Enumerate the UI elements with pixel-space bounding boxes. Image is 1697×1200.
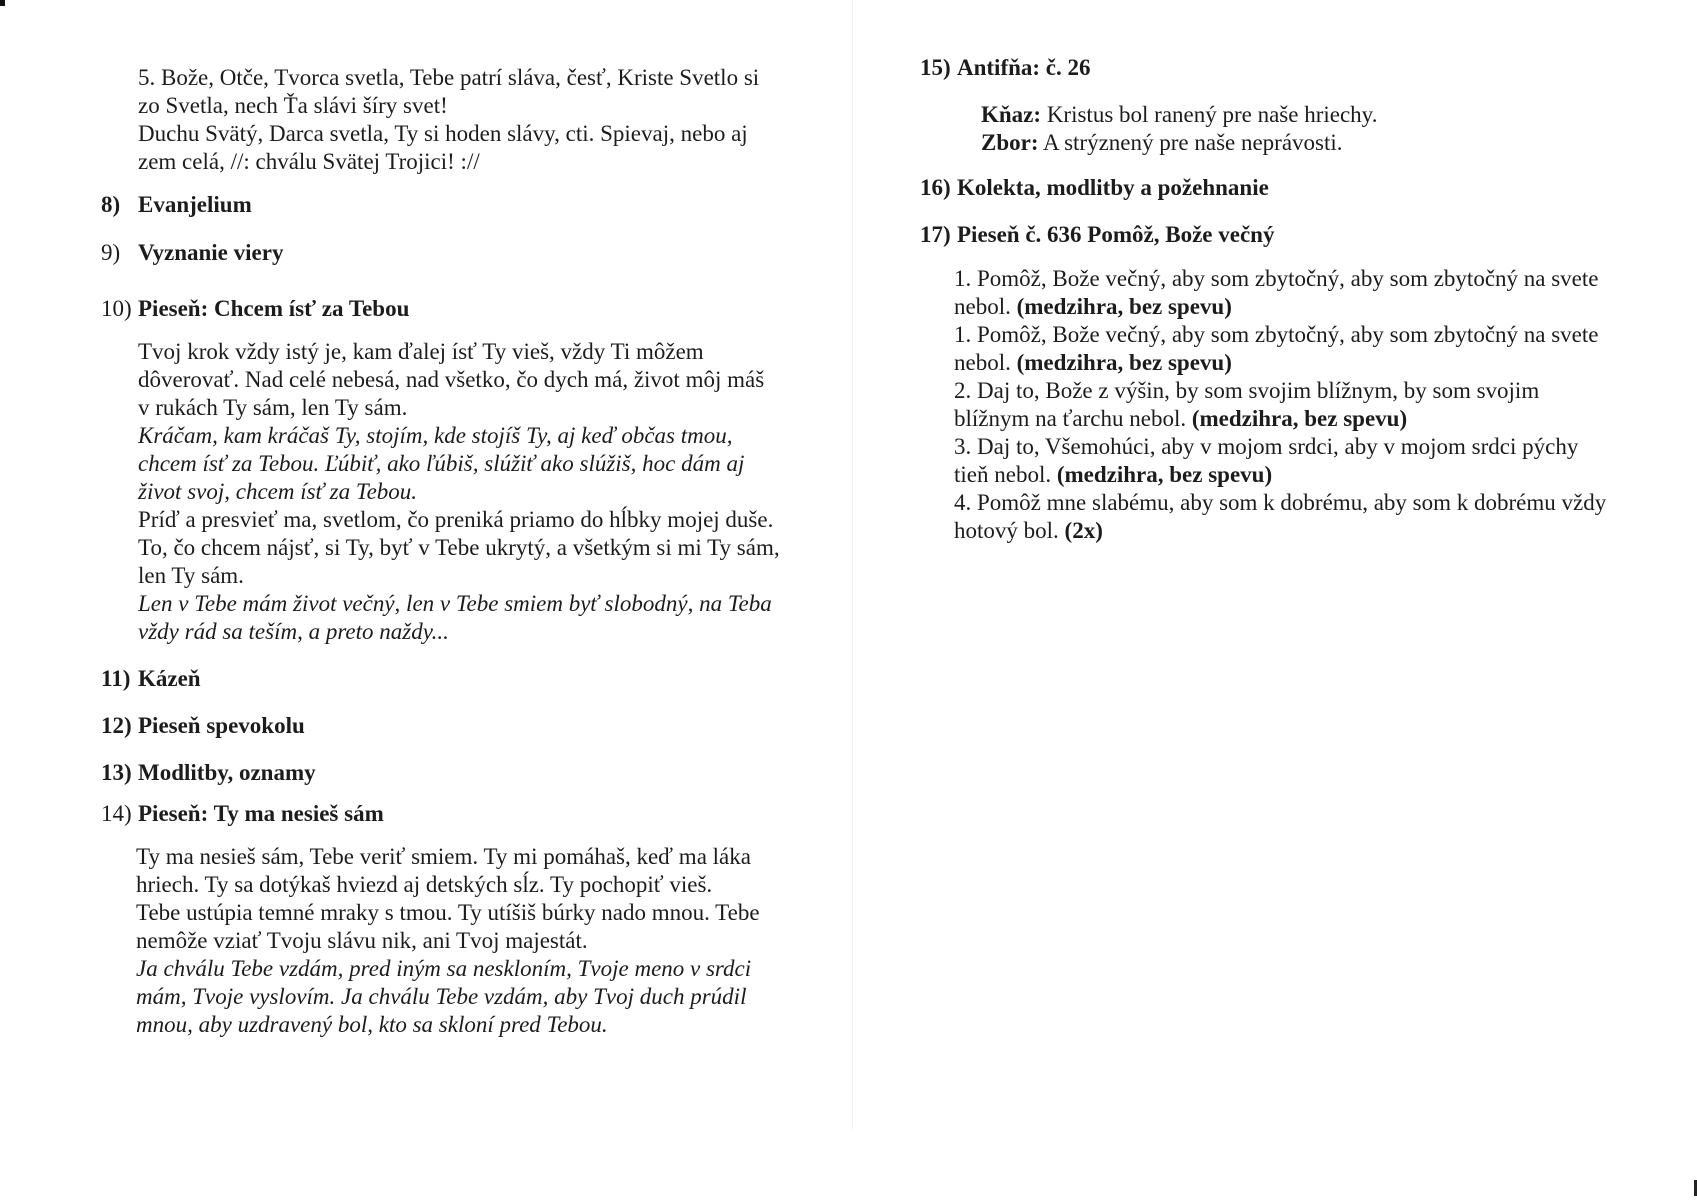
interlude-note: (medzihra, bez spevu) bbox=[1056, 462, 1273, 487]
section-13-heading bbox=[101, 760, 316, 786]
section-title: Kolekta, modlitby a požehnanie bbox=[957, 175, 1269, 200]
refrain-line: Ja chválu Tebe vzdám, pred iným sa neskloním, Tvoje meno v srdci bbox=[136, 956, 752, 981]
hymn-verse-5 bbox=[138, 64, 759, 176]
text-line: Ty ma nesieš sám, Tebe veriť smiem. Ty mi pomáhaš, keď ma láka bbox=[136, 844, 751, 869]
text-line: 3. Daj to, Všemohúci, aby v mojom srdci, aby v mojom srdci pýchy bbox=[954, 434, 1579, 459]
text-segment: hotový bol. bbox=[954, 518, 1065, 543]
text-line: 2. Daj to, Bože z výšin, by som svojim blížnym, by som svojim bbox=[954, 378, 1540, 403]
section-title: Antifňa: č. 26 bbox=[957, 55, 1091, 80]
section-title: Vyznanie viery bbox=[138, 240, 284, 265]
text-line: 1. Pomôž, Bože večný, aby som zbytočný, aby som zbytočný na svete bbox=[954, 322, 1599, 347]
text-line bbox=[954, 349, 1606, 377]
text-line bbox=[954, 517, 1606, 545]
priest-text: Kristus bol ranený pre naše hriechy. bbox=[1041, 102, 1378, 127]
text-line: Tebe ustúpia temné mraky s tmou. Ty utíšiš búrky nado mnou. Tebe bbox=[136, 900, 760, 925]
text-segment: blížnym na ťarchu nebol. bbox=[954, 406, 1192, 431]
text-line: Tvoj krok vždy istý je, kam ďalej ísť Ty vieš, vždy Ti môžem bbox=[138, 339, 704, 364]
section-number: 17) bbox=[920, 222, 951, 247]
antiphon-choir-line bbox=[981, 129, 1377, 157]
song-10-lyrics bbox=[138, 338, 780, 646]
text-segment: nebol. bbox=[954, 350, 1017, 375]
section-title: Pieseň č. 636 Pomôž, Bože večný bbox=[957, 222, 1275, 247]
section-title: Pieseň: Ty ma nesieš sám bbox=[138, 801, 384, 826]
text-line: Duchu Svätý, Darca svetla, Ty si hoden slávy, cti. Spievaj, nebo aj bbox=[138, 121, 748, 146]
song-17-lyrics bbox=[954, 265, 1606, 545]
section-number: 12) bbox=[101, 713, 132, 738]
section-10-heading bbox=[101, 296, 409, 322]
page-fold-line bbox=[852, 0, 853, 1130]
text-line: hriech. Ty sa dotýkaš hviezd aj detských sĺz. Ty pochopiť vieš. bbox=[136, 872, 713, 897]
choir-label: Zbor: bbox=[981, 130, 1039, 155]
section-number: 9) bbox=[101, 240, 121, 265]
text-line bbox=[954, 461, 1606, 489]
section-11-heading bbox=[101, 666, 201, 692]
refrain-line: Kráčam, kam kráčaš Ty, stojím, kde stojíš Ty, aj keď občas tmou, bbox=[138, 423, 733, 448]
section-8-heading bbox=[101, 192, 252, 218]
section-number: 10) bbox=[101, 296, 132, 321]
section-16-heading bbox=[920, 175, 1269, 201]
text-line: 5. Bože, Otče, Tvorca svetla, Tebe patrí sláva, česť, Kriste Svetlo si bbox=[138, 65, 760, 90]
refrain-line: mám, Tvoje vyslovím. Ja chválu Tebe vzdám, aby Tvoj duch prúdil bbox=[136, 984, 747, 1009]
text-segment: nebol. bbox=[954, 294, 1017, 319]
text-line: Príď a presvieť ma, svetlom, čo preniká priamo do hĺbky mojej duše. bbox=[138, 507, 774, 532]
text-line: dôverovať. Nad celé nebesá, nad všetko, čo dych má, život môj máš bbox=[138, 367, 765, 392]
interlude-note: (medzihra, bez spevu) bbox=[1016, 350, 1232, 375]
section-number: 16) bbox=[920, 175, 951, 200]
section-number: 13) bbox=[101, 760, 132, 785]
section-title: Modlitby, oznamy bbox=[138, 760, 316, 785]
refrain-line: vždy rád sa teším, a preto naždy... bbox=[138, 619, 449, 644]
section-title: Kázeň bbox=[138, 666, 201, 691]
section-17-heading bbox=[920, 222, 1274, 248]
text-segment: tieň nebol. bbox=[954, 462, 1057, 487]
text-line: v rukách Ty sám, len Ty sám. bbox=[138, 395, 408, 420]
text-line: zo Svetla, nech Ťa slávi šíry svet! bbox=[138, 93, 448, 118]
refrain-line: Len v Tebe mám život večný, len v Tebe smiem byť slobodný, na Teba bbox=[138, 591, 772, 616]
section-number: 15) bbox=[920, 55, 951, 80]
priest-label: Kňaz: bbox=[981, 102, 1042, 127]
refrain-line: život svoj, chcem ísť za Tebou. bbox=[138, 479, 418, 504]
text-line: 4. Pomôž mne slabému, aby som k dobrému, aby som k dobrému vždy bbox=[954, 490, 1607, 515]
text-line: To, čo chcem nájsť, si Ty, byť v Tebe ukrytý, a všetkým si mi Ty sám, bbox=[138, 535, 780, 560]
interlude-note: (medzihra, bez spevu) bbox=[1016, 294, 1232, 319]
scan-corner-mark bbox=[0, 0, 5, 6]
refrain-line: mnou, aby uzdravený bol, kto sa skloní pred Tebou. bbox=[136, 1012, 608, 1037]
section-9-heading bbox=[101, 240, 283, 266]
choir-text: A strýznený pre naše neprávosti. bbox=[1038, 130, 1343, 155]
section-title: Evanjelium bbox=[138, 192, 252, 217]
text-line: len Ty sám. bbox=[138, 563, 244, 588]
section-15-heading bbox=[920, 55, 1091, 81]
section-title: Pieseň spevokolu bbox=[138, 713, 305, 738]
antiphon-text bbox=[981, 101, 1377, 157]
text-line: zem celá, //: chválu Svätej Trojici! :// bbox=[138, 149, 480, 174]
refrain-line: chcem ísť za Tebou. Ľúbiť, ako ľúbiš, slúžiť ako slúžiš, hoc dám aj bbox=[138, 451, 745, 476]
section-title: Pieseň: Chcem ísť za Tebou bbox=[138, 296, 410, 321]
antiphon-priest-line bbox=[981, 101, 1377, 129]
text-line bbox=[954, 405, 1606, 433]
text-line: nemôže vziať Tvoju slávu nik, ani Tvoj majestát. bbox=[136, 928, 588, 953]
section-12-heading bbox=[101, 713, 305, 739]
song-14-lyrics bbox=[136, 843, 760, 1039]
text-line bbox=[954, 293, 1606, 321]
section-number: 11) bbox=[101, 666, 131, 691]
interlude-note: (medzihra, bez spevu) bbox=[1191, 406, 1408, 431]
section-14-heading bbox=[101, 801, 384, 827]
section-number: 14) bbox=[101, 801, 132, 826]
text-line: 1. Pomôž, Bože večný, aby som zbytočný, aby som zbytočný na svete bbox=[954, 266, 1599, 291]
section-number: 8) bbox=[101, 192, 121, 217]
repeat-note: (2x) bbox=[1064, 518, 1103, 543]
